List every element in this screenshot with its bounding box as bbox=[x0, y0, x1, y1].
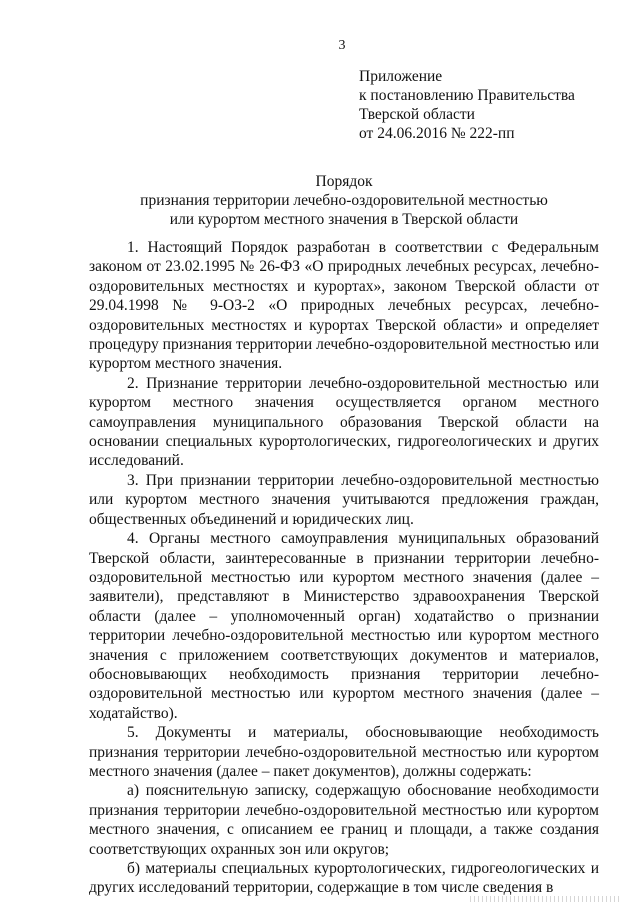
paragraph-5a: а) пояснительную записку, содержащую обоснование необходимости признания территории лечебно-оздоровительной местностью или курортом местного значения, с описанием ее границ и площади, а также создания соответствующих охранных зон или округов; bbox=[89, 782, 599, 858]
document-body bbox=[89, 238, 599, 898]
paragraph-4: 4. Органы местного самоуправления муниципальных образований Тверской области, заинтересованные в признании территории лечебно-оздоровительной местностью или курортом местного значения (далее – заявители), представляют в Министерство здравоохранения Тверской области (далее – уполномоченный орган) ходатайство о признании территории лечебно-оздоровительной местностью или курортом местного значения с приложением соответствующих документов и материалов, обосновывающих необходимость признания территории лечебно-оздоровительной местностью или курортом местного значения (далее – ходатайство). bbox=[89, 530, 599, 722]
paragraph-5b: б) материалы специальных курортологических, гидрогеологических и других исследований территории, содержащие в том числе сведения в bbox=[89, 860, 599, 897]
paragraph-3: 3. При признании территории лечебно-оздоровительной местностью или курортом местного значения учитываются предложения граждан, общественных объединений и юридических лиц. bbox=[89, 471, 599, 528]
paragraph-5: 5. Документы и материалы, обосновывающие необходимость признания территории лечебно-оздоровительной местностью или курортом местного значения (далее – пакет документов), должны содержать: bbox=[89, 724, 599, 780]
appendix-line: Тверской области bbox=[359, 106, 475, 123]
appendix-line: к постановлению Правительства bbox=[359, 87, 575, 104]
appendix-line: Приложение bbox=[359, 68, 443, 85]
appendix-date-line: от 24.06.2016 № 222-пп bbox=[359, 125, 515, 142]
appendix-block bbox=[359, 67, 575, 143]
title-line: признания территории лечебно-оздоровительной местностью bbox=[140, 192, 548, 209]
title-line: Порядок bbox=[315, 173, 373, 190]
paragraph-2: 2. Признание территории лечебно-оздоровительной местностью или курортом местного значения осуществляется органом местного самоуправления муниципального образования Тверской области на основании специальных курортологических, гидрогеологических и других исследований. bbox=[89, 374, 599, 470]
title-line: или курортом местного значения в Тверской области bbox=[169, 211, 519, 228]
paragraph-1: 1. Настоящий Порядок разработан в соответствии с Федеральным законом от 23.02.1995 № 26-ФЗ «О природных лечебных ресурсах, лечебно-оздоровительных местностях и курортах», законом Тверской области от 29.04.1998 № 9-ОЗ-2 «О природных лечебных ресурсах, лечебно-оздоровительных местностях и курортах Тверской области» и определяет процедуру признания территории лечебно-оздоровительной местностью или курортом местного значения. bbox=[89, 239, 599, 373]
page-number: 3 bbox=[338, 38, 346, 53]
document-title bbox=[80, 172, 608, 229]
scan-artifact bbox=[470, 896, 620, 902]
